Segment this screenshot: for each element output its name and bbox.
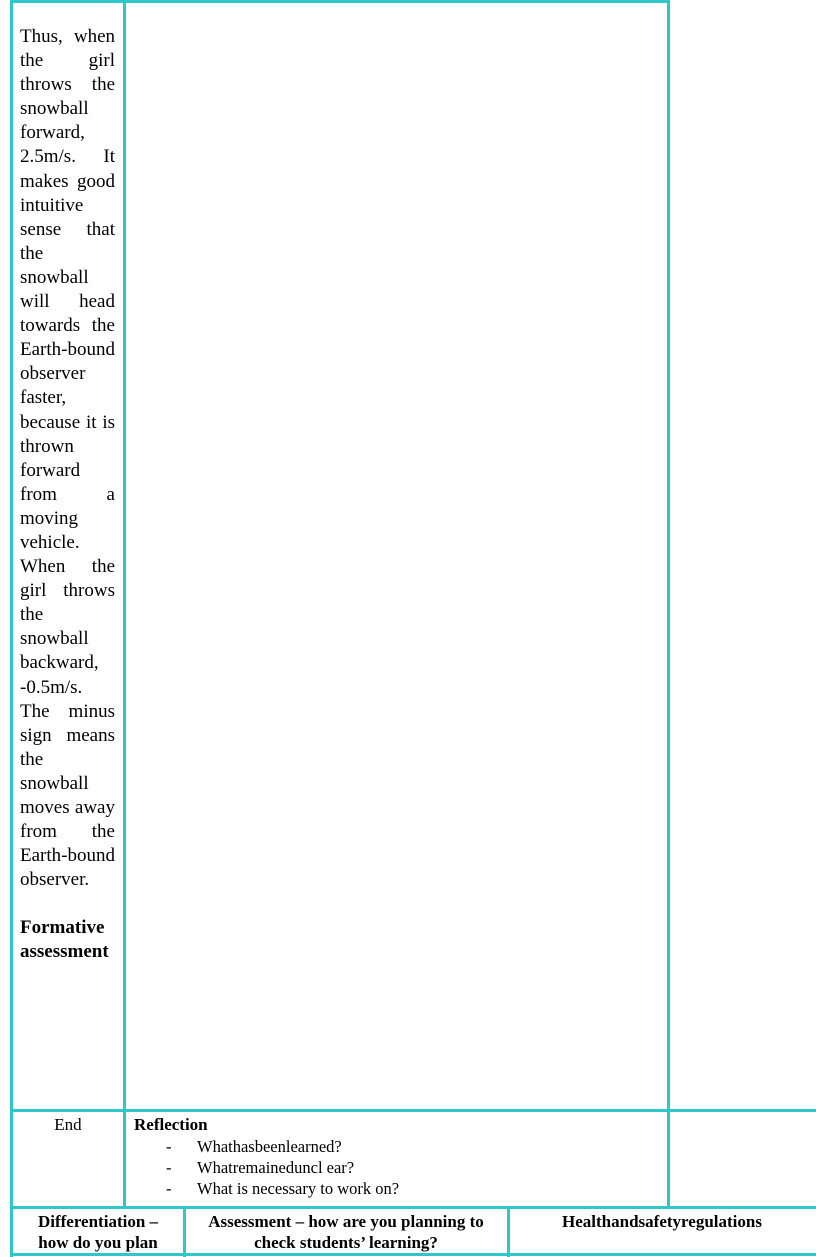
- snowball-explanation: Thus, when the girl throws the snowball forward, 2.5m/s. It makes good intuitive sense that the snowball will head towards the Earth-bound observer faster, because it is thrown forward from a moving vehicle. When the girl throws the snowball backward, -0.5m/s. The minus sign means the snowball moves away from the Earth-bound observer.: [20, 26, 115, 891]
- list-item: - Whatremaineduncl ear?: [166, 1158, 355, 1177]
- dash-bullet: -: [166, 1137, 172, 1156]
- list-item: - Whathasbeenlearned?: [166, 1137, 342, 1156]
- table-divider-col2: [667, 0, 670, 1208]
- list-item: - What is necessary to work on?: [166, 1179, 400, 1198]
- reflection-block: [134, 1115, 399, 1199]
- health-safety-header: Healthandsafetyregulations: [562, 1212, 762, 1231]
- content-text-column: [20, 25, 115, 965]
- reflection-list: [134, 1136, 399, 1199]
- stage-end-label: End: [54, 1115, 82, 1134]
- reflection-title: Reflection: [134, 1115, 208, 1134]
- table-border-bottom: [10, 1253, 816, 1256]
- footer-divider-1: [183, 1206, 186, 1257]
- table-row-divider-1: [10, 1109, 816, 1112]
- table-row-divider-2: [10, 1206, 816, 1209]
- dash-bullet: -: [166, 1179, 172, 1198]
- table-border-top: [10, 0, 670, 3]
- differentiation-header: Differentiation – how do you plan: [37, 1212, 159, 1252]
- assessment-header: Assessment – how are you planning to check students’ learning?: [208, 1212, 484, 1252]
- footer-divider-2: [507, 1206, 510, 1257]
- table-divider-col1: [123, 0, 126, 1208]
- formative-assessment-label: Formative assessment: [20, 917, 109, 963]
- dash-bullet: -: [166, 1158, 172, 1177]
- table-border-left: [10, 0, 13, 1257]
